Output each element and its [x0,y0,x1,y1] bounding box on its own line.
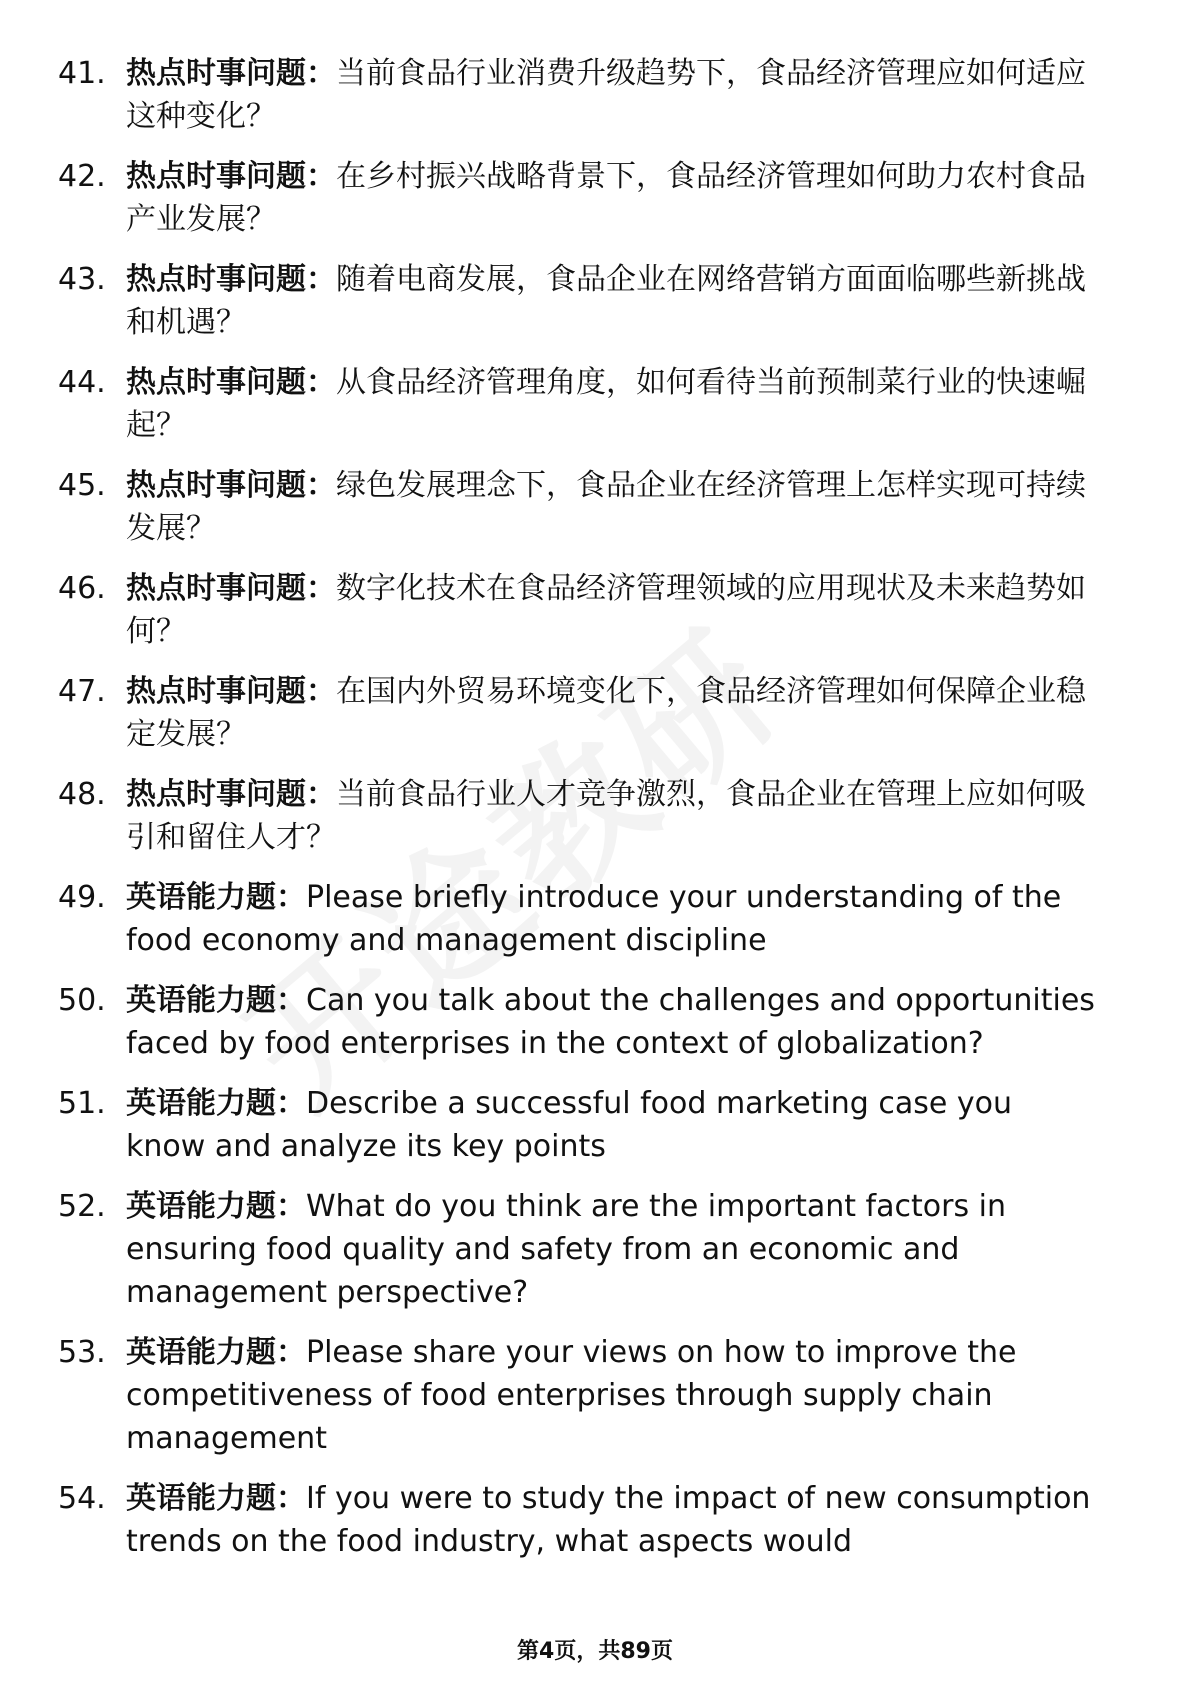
question-text: 从食品经济管理角度，如何看待当前预制菜行业的快速崛起？ [126,365,1086,443]
question-text: If you were to study the impact of new consumption trends on the food industry, what aspects would [126,1481,1091,1559]
question-category: 热点时事问题： [126,777,336,812]
question-category: 热点时事问题： [126,262,336,297]
question-category: 英语能力题： [126,1189,306,1224]
question-number: 43. [58,262,106,297]
question-category: 英语能力题： [126,1481,306,1516]
question-list [0,52,1190,1580]
question-category: 热点时事问题： [126,468,336,503]
question-number: 51. [58,1086,106,1121]
question-text: 随着电商发展，食品企业在网络营销方面面临哪些新挑战和机遇？ [126,262,1086,340]
question-number: 46. [58,571,106,606]
question-number: 54. [58,1481,106,1516]
question-category: 热点时事问题： [126,365,336,400]
question-item-49 [0,876,1190,962]
question-text: Please briefly introduce your understanding of the food economy and management discipline [126,880,1062,958]
question-text: Can you talk about the challenges and opportunities faced by food enterprises in the context of globalization? [126,983,1095,1061]
question-item-48 [0,773,1190,859]
question-item-45 [0,464,1190,550]
question-number: 44. [58,365,106,400]
question-text: Describe a successful food marketing case you know and analyze its key points [126,1086,1012,1164]
question-number: 41. [58,56,106,91]
question-category: 热点时事问题： [126,159,336,194]
question-category: 英语能力题： [126,1086,306,1121]
question-text: 在乡村振兴战略背景下，食品经济管理如何助力农村食品产业发展？ [126,159,1086,237]
page-footer [0,1634,1190,1665]
question-text: 当前食品行业消费升级趋势下，食品经济管理应如何适应这种变化？ [126,56,1086,134]
question-text: 绿色发展理念下，食品企业在经济管理上怎样实现可持续发展？ [126,468,1086,546]
question-item-53 [0,1331,1190,1460]
question-category: 热点时事问题： [126,56,336,91]
question-item-42 [0,155,1190,241]
question-item-47 [0,670,1190,756]
question-category: 热点时事问题： [126,674,336,709]
question-number: 45. [58,468,106,503]
question-category: 英语能力题： [126,1335,306,1370]
question-item-51 [0,1082,1190,1168]
question-number: 52. [58,1189,106,1224]
question-item-50 [0,979,1190,1065]
question-text: 在国内外贸易环境变化下，食品经济管理如何保障企业稳定发展？ [126,674,1086,752]
question-item-52 [0,1185,1190,1314]
question-category: 英语能力题： [126,983,306,1018]
question-item-46 [0,567,1190,653]
question-item-41 [0,52,1190,138]
question-number: 50. [58,983,106,1018]
question-number: 47. [58,674,106,709]
question-number: 42. [58,159,106,194]
question-item-54 [0,1477,1190,1563]
question-category: 英语能力题： [126,880,306,915]
question-item-43 [0,258,1190,344]
question-text: 当前食品行业人才竞争激烈，食品企业在管理上应如何吸引和留住人才？ [126,777,1086,855]
question-text: Please share your views on how to improve the competitiveness of food enterprises through supply chain management [126,1335,1017,1456]
question-text: 数字化技术在食品经济管理领域的应用现状及未来趋势如何？ [126,571,1086,649]
question-number: 48. [58,777,106,812]
question-item-44 [0,361,1190,447]
question-number: 53. [58,1335,106,1370]
question-category: 热点时事问题： [126,571,336,606]
page-number-label: 第4页，共89页 [517,1639,673,1664]
question-number: 49. [58,880,106,915]
question-text: What do you think are the important factors in ensuring food quality and safety from an economic and management perspective? [126,1189,1006,1310]
